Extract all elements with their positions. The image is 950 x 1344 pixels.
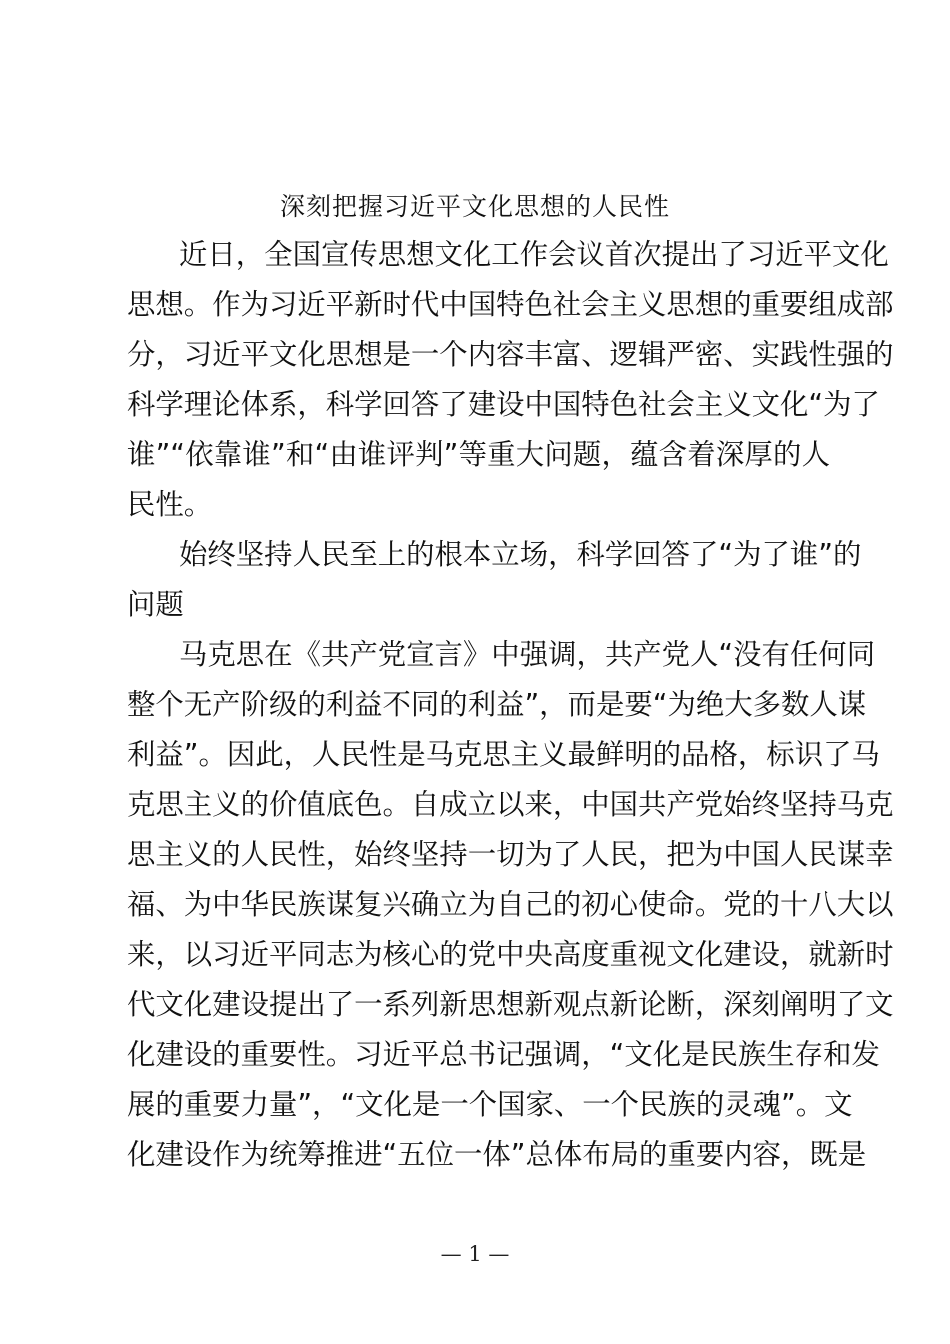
paragraph-line: 化建设作为统筹推进“五位一体”总体布局的重要内容，既是 — [127, 1138, 867, 1171]
paragraph-line: 分，习近平文化思想是一个内容丰富、逻辑严密、实践性强的 — [127, 338, 894, 371]
paragraph-line: 整个无产阶级的利益不同的利益”，而是要“为绝大多数人谋 — [127, 688, 867, 721]
page-number: — 1 — — [440, 1242, 510, 1266]
section-heading-line: 始终坚持人民至上的根本立场，科学回答了“为了谁”的 — [179, 538, 862, 571]
paragraph-line: 展的重要力量”，“文化是一个国家、一个民族的灵魂”。文 — [127, 1088, 853, 1121]
paragraph-line: 代文化建设提出了一系列新思想新观点新论断，深刻阐明了文 — [127, 988, 894, 1021]
paragraph-line: 谁”“依靠谁”和“由谁评判”等重大问题，蕴含着深厚的人 — [127, 438, 830, 471]
paragraph-line: 福、为中华民族谋复兴确立为自己的初心使命。党的十八大以 — [127, 888, 894, 921]
paragraph-line: 马克思在《共产党宣言》中强调，共产党人“没有任何同 — [179, 638, 876, 671]
paragraph-line: 思主义的人民性，始终坚持一切为了人民，把为中国人民谋幸 — [127, 838, 894, 871]
document-title: 深刻把握习近平文化思想的人民性 — [279, 192, 670, 221]
paragraph-line: 化建设的重要性。习近平总书记强调，“文化是民族生存和发 — [127, 1038, 880, 1071]
paragraph-line: 利益”。因此，人民性是马克思主义最鲜明的品格，标识了马 — [127, 738, 880, 771]
paragraph-line: 来，以习近平同志为核心的党中央高度重视文化建设，就新时 — [127, 938, 894, 971]
paragraph-line: 思想。作为习近平新时代中国特色社会主义思想的重要组成部 — [127, 288, 894, 321]
paragraph-line: 民性。 — [127, 488, 213, 521]
paragraph-line: 科学理论体系，科学回答了建设中国特色社会主义文化“为了 — [127, 388, 880, 421]
paragraph-line: 近日，全国宣传思想文化工作会议首次提出了习近平文化 — [179, 238, 889, 271]
section-heading-line: 问题 — [127, 588, 184, 621]
paragraph-line: 克思主义的价值底色。自成立以来，中国共产党始终坚持马克 — [127, 788, 894, 821]
